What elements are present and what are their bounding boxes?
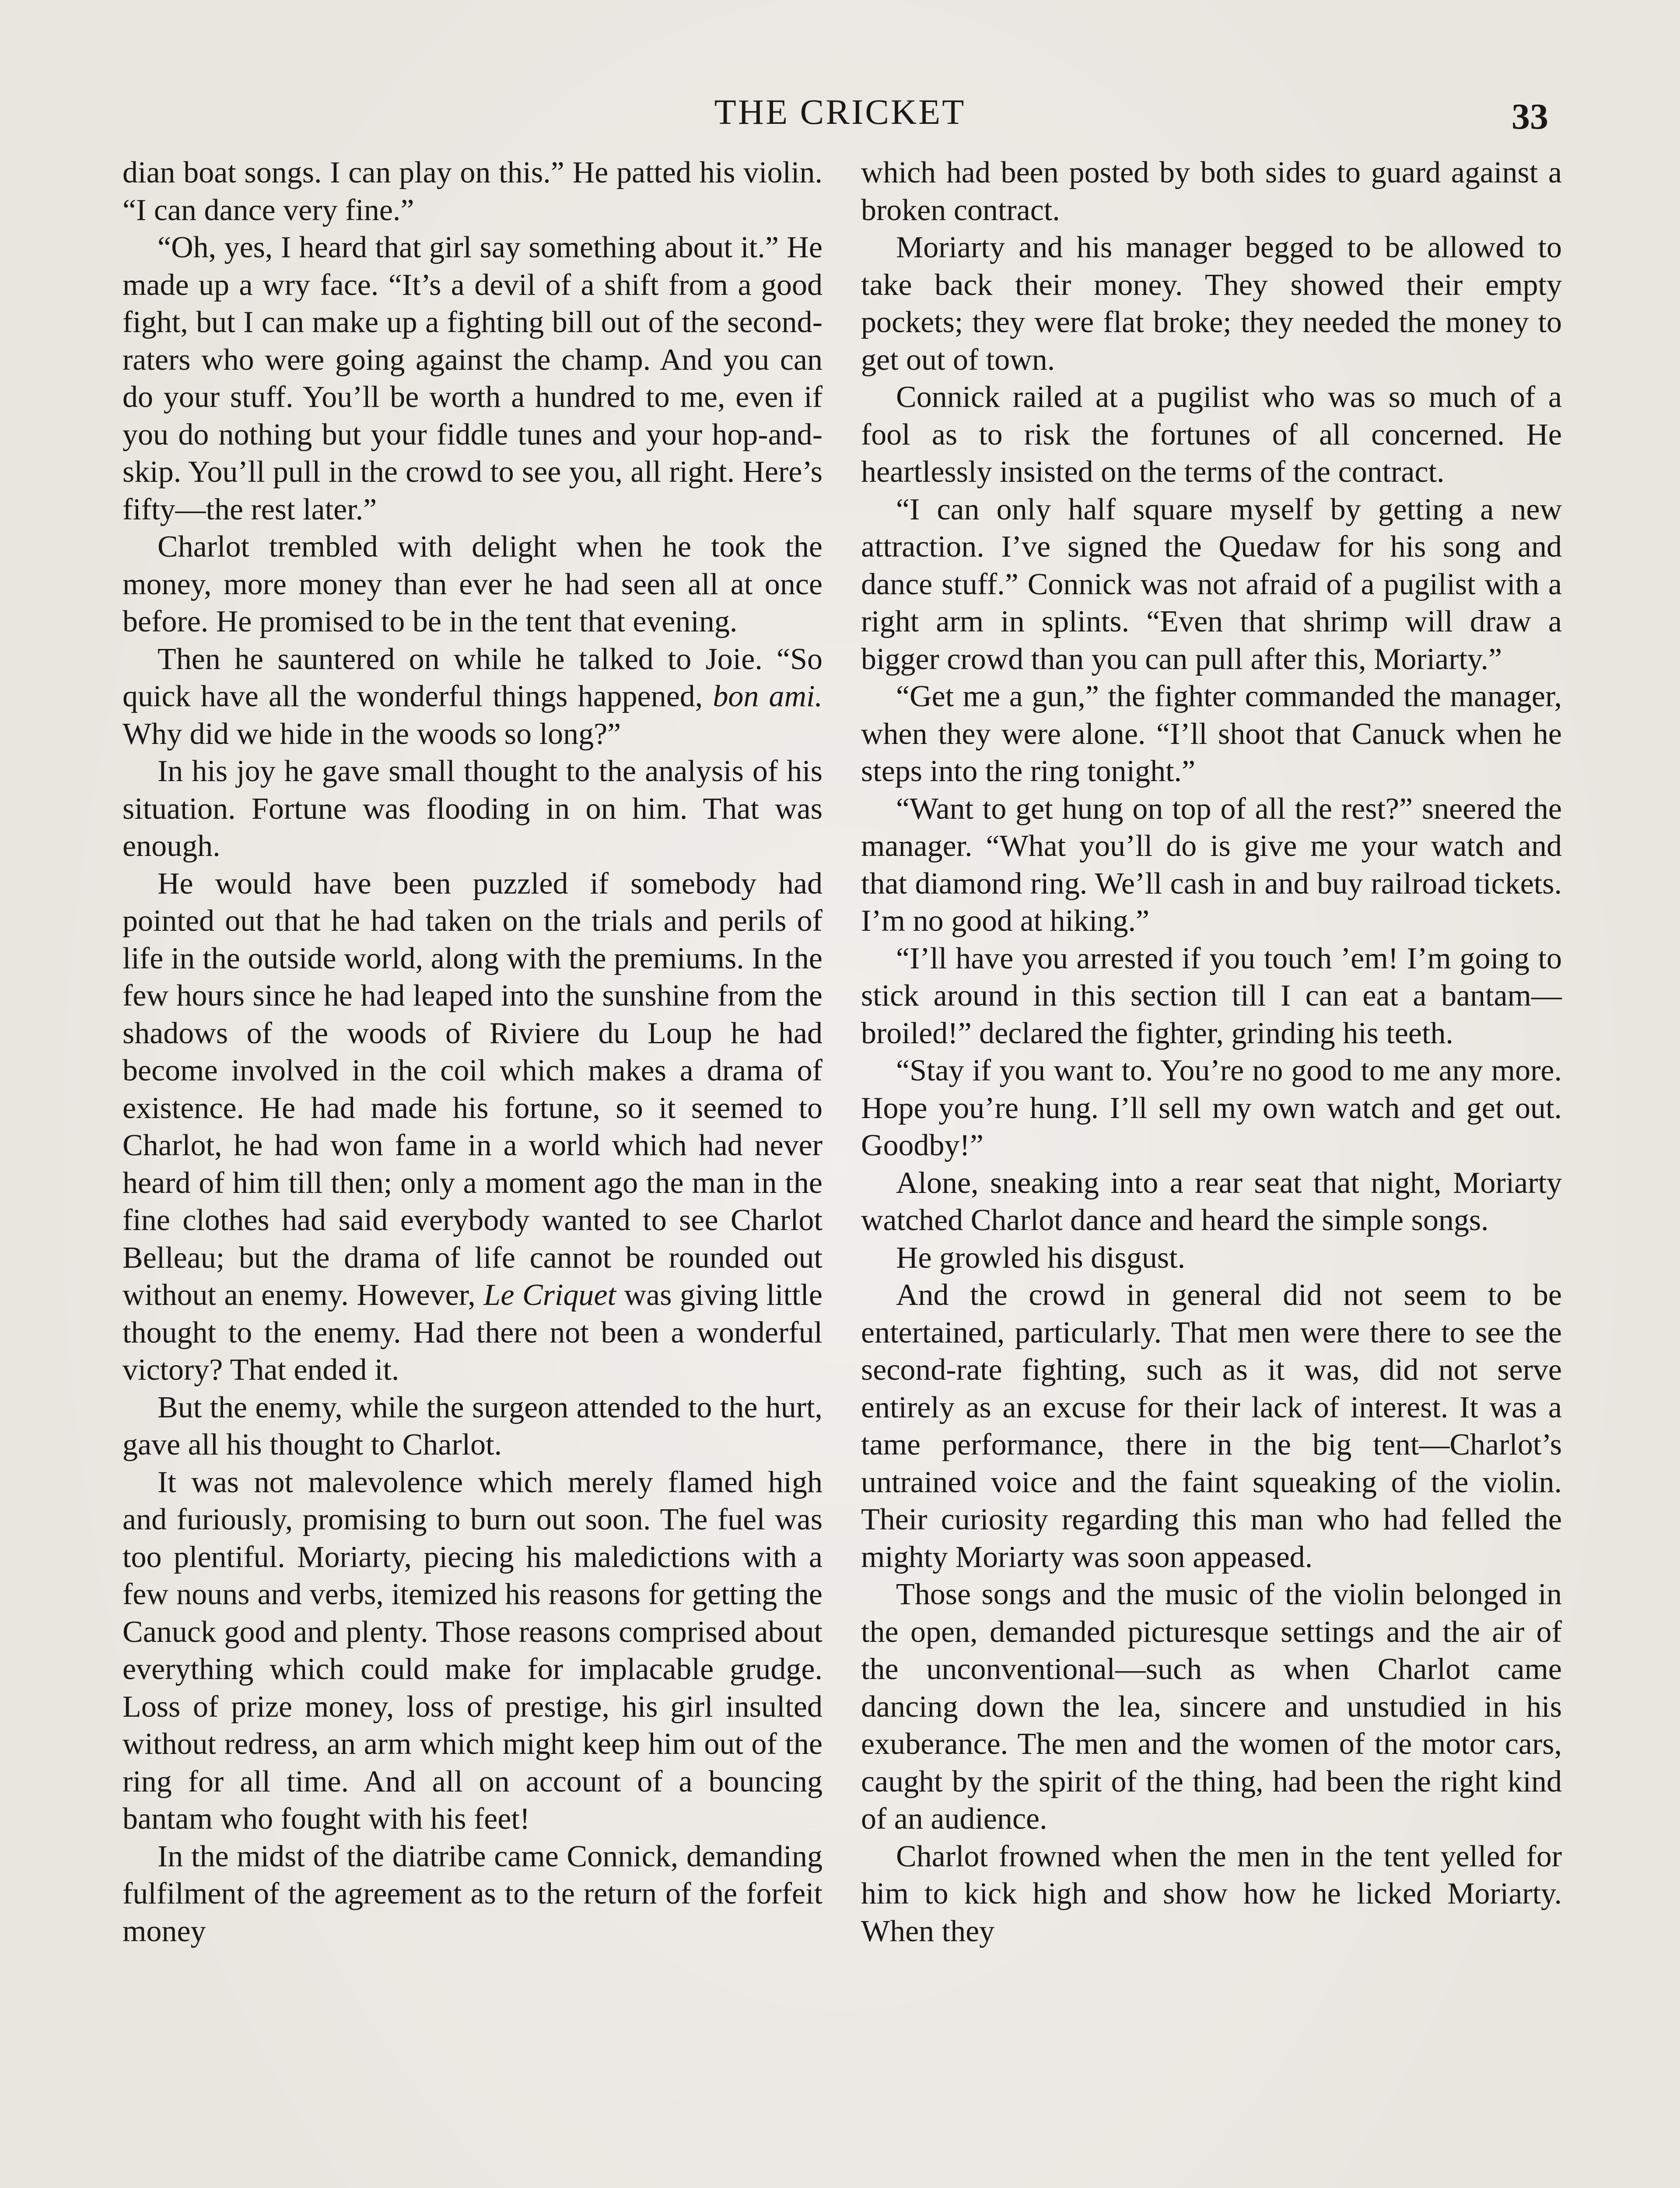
paragraph: “I’ll have you arrested if you touch ’em! I’m going to stick around in this section till I can eat a bantam—broiled!” declared the fighter, grinding his teeth. <box>861 941 1562 1050</box>
paragraph: Then he sauntered on while he talked to Joie. “So quick have all the wonderful things happened, bon ami. Why did we hide in the woods so long?” <box>122 642 822 751</box>
italic-phrase: Le Criquet <box>483 1278 616 1312</box>
italic-phrase: bon ami. <box>713 680 822 713</box>
paragraph: He growled his disgust. <box>896 1241 1186 1275</box>
right-column <box>861 154 1562 1950</box>
paragraph: Charlot trembled with delight when he took the money, more money than ever he had seen all at once before. He promised to be in the tent that evening. <box>122 530 822 638</box>
left-column <box>122 154 822 1950</box>
paragraph: “Stay if you want to. You’re no good to me any more. Hope you’re hung. I’ll sell my own watch and get out. Goodby!” <box>861 1054 1562 1162</box>
paragraph: dian boat songs. I can play on this.” He patted his violin. “I can dance very fine.” <box>122 156 822 227</box>
paragraph: And the crowd in general did not seem to be entertained, particularly. That men were there to see the second-rate fighting, such as it was, did not serve entirely as an excuse for their lack of interest. It was a tame performance, there in the big tent—Charlot’s untrained voice and the faint squeaking of the violin. Their curiosity regarding this man who had felled the mighty Moriarty was soon appeased. <box>861 1278 1562 1574</box>
paragraph: “I can only half square myself by getting a new attraction. I’ve signed the Quedaw for his song and dance stuff.” Connick was not afraid of a pugilist with a right arm in splints. “Even that shrimp will draw a bigger crowd than you can pull after this, Moriarty.” <box>861 492 1562 676</box>
page-number: 33 <box>1512 96 1548 137</box>
paragraph: Connick railed at a pugilist who was so much of a fool as to risk the fortunes of all concerned. He heartlessly insisted on the terms of the contract. <box>861 380 1562 489</box>
paragraph: But the enemy, while the surgeon attended to the hurt, gave all his thought to Charlot. <box>122 1390 822 1462</box>
paragraph: Moriarty and his manager begged to be allowed to take back their money. They showed their empty pockets; they were flat broke; they needed the money to get out of town. <box>861 231 1562 377</box>
paragraph: It was not malevolence which merely flamed high and furiously, promising to burn out soon. The fuel was too plentiful. Moriarty, piecing his maledictions with a few nouns and verbs, itemized his reasons for getting the Canuck good and plenty. Those reasons comprised about everything which could make for implacable grudge. Loss of prize money, loss of prestige, his girl insulted without redress, an arm which might keep him out of the ring for all time. And all on account of a bouncing bantam who fought with his feet! <box>122 1465 822 1836</box>
paragraph: “Want to get hung on top of all the rest?” sneered the manager. “What you’ll do is give me your watch and that diamond ring. We’ll cash in and buy railroad tickets. I’m no good at hiking.” <box>861 792 1562 938</box>
paragraph: He would have been puzzled if somebody had pointed out that he had taken on the trials and perils of life in the outside world, along with the premiums. In the few hours since he had leaped into the sunshine from the shadows of the woods of Riviere du Loup he had become involved in the coil which makes a drama of existence. He had made his fortune, so it seemed to Charlot, he had won fame in a world which had never heard of him till then; only a moment ago the man in the fine clothes had said everybody wanted to see Charlot Belleau; but the drama of life cannot be rounded out without an enemy. However, Le Criquet was giving little thought to the enemy. Had there not been a wonderful victory? That ended it. <box>122 866 822 1387</box>
paragraph: “Get me a gun,” the fighter commanded the manager, when they were alone. “I’ll shoot that Canuck when he steps into the ring tonight.” <box>861 680 1562 788</box>
paragraph: In the midst of the diatribe came Connick, demanding fulfilment of the agreement as to the return of the forfeit money <box>122 1839 822 1948</box>
paragraph: “Oh, yes, I heard that girl say something about it.” He made up a wry face. “It’s a devil of a shift from a good fight, but I can make up a fighting bill out of the second-raters who were going against the champ. And you can do your stuff. You’ll be worth a hundred to me, even if you do nothing but your fiddle tunes and your hop-and-skip. You’ll pull in the crowd to see you, all right. Here’s fifty—the rest later.” <box>122 231 822 526</box>
paragraph: In his joy he gave small thought to the analysis of his situation. Fortune was flooding in on him. That was enough. <box>122 754 822 863</box>
paragraph: Charlot frowned when the men in the tent yelled for him to kick high and show how he licked Moriarty. When they <box>861 1839 1562 1948</box>
paragraph: Those songs and the music of the violin belonged in the open, demanded picturesque settings and the air of the unconventional—such as when Charlot came dancing down the lea, sincere and unstudied in his exuberance. The men and the women of the motor cars, caught by the spirit of the thing, had been the right kind of an audience. <box>861 1578 1562 1836</box>
running-head-title: THE CRICKET <box>714 92 966 132</box>
paragraph: Alone, sneaking into a rear seat that night, Moriarty watched Charlot dance and heard the simple songs. <box>861 1166 1562 1237</box>
paragraph: which had been posted by both sides to guard against a broken contract. <box>861 156 1562 227</box>
